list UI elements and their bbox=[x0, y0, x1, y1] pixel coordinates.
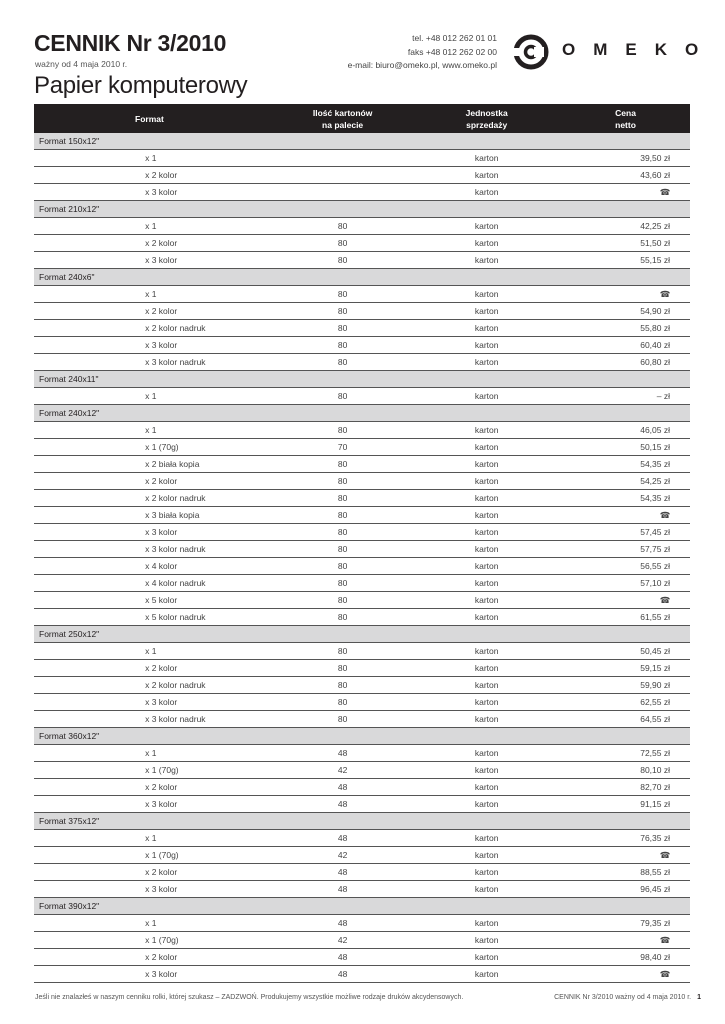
contact-fax: faks +48 012 262 02 00 bbox=[407, 46, 497, 57]
validity-date: ważny od 4 maja 2010 r. bbox=[35, 59, 128, 69]
format-group-row bbox=[34, 626, 690, 643]
table-row bbox=[34, 830, 690, 847]
table-row bbox=[34, 473, 690, 490]
row-description: x 2 kolor bbox=[145, 779, 273, 796]
row-price: 59,15 zł bbox=[561, 660, 690, 677]
row-pallet-qty: 42 bbox=[273, 847, 412, 864]
row-pallet-qty: 48 bbox=[273, 745, 412, 762]
table-row bbox=[34, 949, 690, 966]
row-pallet-qty: 80 bbox=[273, 388, 412, 405]
format-group-label: Format 240x11" bbox=[34, 371, 690, 388]
row-pallet-qty: 80 bbox=[273, 473, 412, 490]
row-description: x 3 kolor bbox=[145, 184, 273, 201]
row-description: x 2 kolor nadruk bbox=[145, 677, 273, 694]
row-sale-unit: karton bbox=[412, 694, 561, 711]
row-description: x 2 kolor bbox=[145, 235, 273, 252]
format-group-label: Format 250x12" bbox=[34, 626, 690, 643]
empty-cell bbox=[34, 932, 145, 949]
empty-cell bbox=[34, 643, 145, 660]
row-price: 82,70 zł bbox=[561, 779, 690, 796]
empty-cell bbox=[34, 337, 145, 354]
row-price: 64,55 zł bbox=[561, 711, 690, 728]
row-sale-unit: karton bbox=[412, 745, 561, 762]
row-price bbox=[561, 847, 690, 864]
table-row bbox=[34, 915, 690, 932]
row-price: 60,40 zł bbox=[561, 337, 690, 354]
table-row bbox=[34, 541, 690, 558]
empty-cell bbox=[34, 762, 145, 779]
row-price: 54,25 zł bbox=[561, 473, 690, 490]
table-row bbox=[34, 575, 690, 592]
document-title: CENNIK Nr 3/2010 bbox=[34, 30, 227, 56]
empty-cell bbox=[34, 473, 145, 490]
table-row bbox=[34, 286, 690, 303]
row-price bbox=[561, 184, 690, 201]
empty-cell bbox=[34, 167, 145, 184]
row-sale-unit: karton bbox=[412, 303, 561, 320]
row-pallet-qty: 80 bbox=[273, 507, 412, 524]
row-price: 79,35 zł bbox=[561, 915, 690, 932]
row-price: 43,60 zł bbox=[561, 167, 690, 184]
empty-cell bbox=[34, 456, 145, 473]
empty-cell bbox=[34, 966, 145, 983]
phone-icon: ☎ bbox=[659, 968, 671, 979]
row-sale-unit: karton bbox=[412, 966, 561, 983]
row-price: 57,45 zł bbox=[561, 524, 690, 541]
row-pallet-qty: 80 bbox=[273, 422, 412, 439]
row-pallet-qty bbox=[273, 167, 412, 184]
format-group-row bbox=[34, 728, 690, 745]
row-description: x 1 bbox=[145, 915, 273, 932]
row-price: 54,35 zł bbox=[561, 490, 690, 507]
format-group-row bbox=[34, 201, 690, 218]
column-header-price bbox=[561, 104, 690, 133]
row-price: 46,05 zł bbox=[561, 422, 690, 439]
format-group-label: Format 240x6" bbox=[34, 269, 690, 286]
row-sale-unit: karton bbox=[412, 864, 561, 881]
row-price: 72,55 zł bbox=[561, 745, 690, 762]
row-description: x 4 kolor bbox=[145, 558, 273, 575]
table-row bbox=[34, 524, 690, 541]
row-sale-unit: karton bbox=[412, 456, 561, 473]
row-sale-unit: karton bbox=[412, 660, 561, 677]
row-price: 56,55 zł bbox=[561, 558, 690, 575]
empty-cell bbox=[34, 507, 145, 524]
empty-cell bbox=[34, 677, 145, 694]
row-price: 42,25 zł bbox=[561, 218, 690, 235]
table-row bbox=[34, 694, 690, 711]
table-body bbox=[34, 133, 690, 983]
row-description: x 3 biała kopia bbox=[145, 507, 273, 524]
row-description: x 2 kolor bbox=[145, 864, 273, 881]
table-row bbox=[34, 456, 690, 473]
row-description: x 3 kolor bbox=[145, 337, 273, 354]
row-sale-unit: karton bbox=[412, 150, 561, 167]
row-sale-unit: karton bbox=[412, 779, 561, 796]
format-group-row bbox=[34, 898, 690, 915]
row-price: 91,15 zł bbox=[561, 796, 690, 813]
row-description: x 2 kolor nadruk bbox=[145, 490, 273, 507]
row-sale-unit: karton bbox=[412, 167, 561, 184]
phone-icon: ☎ bbox=[659, 509, 671, 520]
table-row bbox=[34, 150, 690, 167]
row-description: x 3 kolor nadruk bbox=[145, 541, 273, 558]
table-row bbox=[34, 320, 690, 337]
contact-block bbox=[348, 32, 497, 73]
row-sale-unit: karton bbox=[412, 575, 561, 592]
row-price: 54,35 zł bbox=[561, 456, 690, 473]
row-description: x 3 kolor bbox=[145, 252, 273, 269]
row-sale-unit: karton bbox=[412, 388, 561, 405]
empty-cell bbox=[34, 218, 145, 235]
row-pallet-qty: 80 bbox=[273, 218, 412, 235]
row-sale-unit: karton bbox=[412, 915, 561, 932]
row-sale-unit: karton bbox=[412, 337, 561, 354]
row-description: x 3 kolor bbox=[145, 796, 273, 813]
empty-cell bbox=[34, 354, 145, 371]
row-price bbox=[561, 507, 690, 524]
row-sale-unit: karton bbox=[412, 473, 561, 490]
table-row bbox=[34, 711, 690, 728]
row-description: x 5 kolor bbox=[145, 592, 273, 609]
empty-cell bbox=[34, 609, 145, 626]
empty-cell bbox=[34, 660, 145, 677]
format-group-row bbox=[34, 371, 690, 388]
row-pallet-qty: 80 bbox=[273, 609, 412, 626]
row-description: x 2 kolor bbox=[145, 660, 273, 677]
logo-mark-icon bbox=[512, 33, 552, 71]
row-sale-unit: karton bbox=[412, 422, 561, 439]
row-sale-unit: karton bbox=[412, 320, 561, 337]
row-price: 98,40 zł bbox=[561, 949, 690, 966]
row-sale-unit: karton bbox=[412, 507, 561, 524]
row-description: x 1 bbox=[145, 643, 273, 660]
row-pallet-qty: 80 bbox=[273, 235, 412, 252]
document-subtitle: Papier komputerowy bbox=[34, 72, 248, 99]
row-description: x 3 kolor nadruk bbox=[145, 711, 273, 728]
row-pallet-qty: 80 bbox=[273, 524, 412, 541]
column-header-qty-line1: Ilość kartonów bbox=[312, 107, 373, 118]
row-price: 39,50 zł bbox=[561, 150, 690, 167]
row-price: 61,55 zł bbox=[561, 609, 690, 626]
row-sale-unit: karton bbox=[412, 847, 561, 864]
empty-cell bbox=[34, 881, 145, 898]
table-row bbox=[34, 558, 690, 575]
table-row bbox=[34, 847, 690, 864]
column-header-unit-line1: Jednostka bbox=[465, 107, 508, 118]
empty-cell bbox=[34, 388, 145, 405]
row-description: x 1 bbox=[145, 745, 273, 762]
empty-cell bbox=[34, 252, 145, 269]
row-sale-unit: karton bbox=[412, 218, 561, 235]
table-row bbox=[34, 966, 690, 983]
row-sale-unit: karton bbox=[412, 354, 561, 371]
row-price bbox=[561, 592, 690, 609]
row-description: x 3 kolor bbox=[145, 524, 273, 541]
row-price: 80,10 zł bbox=[561, 762, 690, 779]
table-row bbox=[34, 660, 690, 677]
row-description: x 2 kolor bbox=[145, 303, 273, 320]
table-row bbox=[34, 252, 690, 269]
format-group-row bbox=[34, 269, 690, 286]
row-description: x 2 kolor bbox=[145, 473, 273, 490]
row-pallet-qty: 80 bbox=[273, 677, 412, 694]
contact-email-web: e-mail: biuro@omeko.pl, www.omeko.pl bbox=[347, 60, 497, 70]
row-price: – zł bbox=[561, 388, 690, 405]
phone-icon: ☎ bbox=[659, 934, 671, 945]
row-price bbox=[561, 286, 690, 303]
table-row bbox=[34, 439, 690, 456]
row-pallet-qty: 80 bbox=[273, 660, 412, 677]
row-pallet-qty: 80 bbox=[273, 252, 412, 269]
row-pallet-qty: 80 bbox=[273, 303, 412, 320]
row-pallet-qty: 80 bbox=[273, 592, 412, 609]
row-description: x 3 kolor nadruk bbox=[145, 354, 273, 371]
row-price: 76,35 zł bbox=[561, 830, 690, 847]
footer-note: Jeśli nie znalazłeś w naszym cenniku rolki, której szukasz – ZADZWOŃ. Produkujemy wszystkie możliwe rodzaje druków akcydensowych. bbox=[35, 994, 464, 1001]
format-group-row bbox=[34, 813, 690, 830]
table-row bbox=[34, 388, 690, 405]
empty-cell bbox=[34, 830, 145, 847]
empty-cell bbox=[34, 796, 145, 813]
row-price: 50,15 zł bbox=[561, 439, 690, 456]
empty-cell bbox=[34, 303, 145, 320]
row-description: x 4 kolor nadruk bbox=[145, 575, 273, 592]
row-price bbox=[561, 932, 690, 949]
row-sale-unit: karton bbox=[412, 252, 561, 269]
empty-cell bbox=[34, 949, 145, 966]
row-description: x 1 bbox=[145, 388, 273, 405]
phone-icon: ☎ bbox=[659, 288, 671, 299]
table-row bbox=[34, 677, 690, 694]
row-description: x 2 biała kopia bbox=[145, 456, 273, 473]
table-row bbox=[34, 167, 690, 184]
row-description: x 3 kolor bbox=[145, 966, 273, 983]
format-group-label: Format 360x12" bbox=[34, 728, 690, 745]
row-description: x 1 (70g) bbox=[145, 762, 273, 779]
row-sale-unit: karton bbox=[412, 524, 561, 541]
empty-cell bbox=[34, 524, 145, 541]
row-pallet-qty: 80 bbox=[273, 490, 412, 507]
row-description: x 5 kolor nadruk bbox=[145, 609, 273, 626]
row-pallet-qty: 48 bbox=[273, 949, 412, 966]
table-row bbox=[34, 745, 690, 762]
row-price: 62,55 zł bbox=[561, 694, 690, 711]
table-row bbox=[34, 184, 690, 201]
row-pallet-qty: 80 bbox=[273, 541, 412, 558]
table-row bbox=[34, 762, 690, 779]
row-sale-unit: karton bbox=[412, 609, 561, 626]
empty-cell bbox=[34, 541, 145, 558]
row-pallet-qty: 80 bbox=[273, 354, 412, 371]
format-group-label: Format 150x12" bbox=[34, 133, 690, 150]
row-price: 51,50 zł bbox=[561, 235, 690, 252]
empty-cell bbox=[34, 439, 145, 456]
empty-cell bbox=[34, 558, 145, 575]
empty-cell bbox=[34, 490, 145, 507]
row-pallet-qty: 42 bbox=[273, 762, 412, 779]
row-description: x 3 kolor bbox=[145, 881, 273, 898]
row-pallet-qty: 48 bbox=[273, 830, 412, 847]
table-row bbox=[34, 422, 690, 439]
table-row bbox=[34, 507, 690, 524]
table-row bbox=[34, 796, 690, 813]
column-header-unit bbox=[412, 104, 561, 133]
row-description: x 1 (70g) bbox=[145, 439, 273, 456]
footer-edition-text: CENNIK Nr 3/2010 ważny od 4 maja 2010 r. bbox=[554, 994, 692, 1001]
phone-icon: ☎ bbox=[659, 594, 671, 605]
row-price: 88,55 zł bbox=[561, 864, 690, 881]
column-header-price-line1: Cena bbox=[615, 107, 636, 118]
row-price: 60,80 zł bbox=[561, 354, 690, 371]
table-row bbox=[34, 337, 690, 354]
row-pallet-qty bbox=[273, 184, 412, 201]
row-pallet-qty: 48 bbox=[273, 779, 412, 796]
row-description: x 2 kolor bbox=[145, 167, 273, 184]
row-pallet-qty: 80 bbox=[273, 575, 412, 592]
row-sale-unit: karton bbox=[412, 881, 561, 898]
empty-cell bbox=[34, 592, 145, 609]
row-sale-unit: karton bbox=[412, 711, 561, 728]
row-price: 59,90 zł bbox=[561, 677, 690, 694]
contact-phone: tel. +48 012 262 01 01 bbox=[412, 33, 497, 43]
row-sale-unit: karton bbox=[412, 558, 561, 575]
empty-cell bbox=[34, 915, 145, 932]
row-pallet-qty: 48 bbox=[273, 966, 412, 983]
column-header-qty-line2: na palecie bbox=[322, 119, 364, 130]
row-pallet-qty: 80 bbox=[273, 558, 412, 575]
row-sale-unit: karton bbox=[412, 235, 561, 252]
row-pallet-qty: 48 bbox=[273, 864, 412, 881]
format-group-label: Format 390x12" bbox=[34, 898, 690, 915]
row-description: x 1 bbox=[145, 218, 273, 235]
row-price: 55,80 zł bbox=[561, 320, 690, 337]
empty-cell bbox=[34, 694, 145, 711]
format-group-label: Format 375x12" bbox=[34, 813, 690, 830]
empty-cell bbox=[34, 779, 145, 796]
row-description: x 1 bbox=[145, 150, 273, 167]
table-row bbox=[34, 643, 690, 660]
format-group-row bbox=[34, 133, 690, 150]
row-sale-unit: karton bbox=[412, 932, 561, 949]
empty-cell bbox=[34, 745, 145, 762]
format-group-label: Format 240x12" bbox=[34, 405, 690, 422]
row-price: 57,10 zł bbox=[561, 575, 690, 592]
row-price: 55,15 zł bbox=[561, 252, 690, 269]
table-row bbox=[34, 235, 690, 252]
row-pallet-qty: 80 bbox=[273, 286, 412, 303]
column-header-format-label: Format bbox=[135, 113, 164, 124]
row-price: 96,45 zł bbox=[561, 881, 690, 898]
row-price: 50,45 zł bbox=[561, 643, 690, 660]
empty-cell bbox=[34, 422, 145, 439]
row-description: x 1 (70g) bbox=[145, 932, 273, 949]
row-sale-unit: karton bbox=[412, 643, 561, 660]
format-group-row bbox=[34, 405, 690, 422]
format-group-label: Format 210x12" bbox=[34, 201, 690, 218]
column-header-qty bbox=[273, 104, 412, 133]
empty-cell bbox=[34, 286, 145, 303]
table-row bbox=[34, 592, 690, 609]
empty-cell bbox=[34, 320, 145, 337]
row-description: x 1 (70g) bbox=[145, 847, 273, 864]
row-sale-unit: karton bbox=[412, 490, 561, 507]
row-description: x 1 bbox=[145, 286, 273, 303]
empty-cell bbox=[34, 575, 145, 592]
footer-edition bbox=[554, 994, 701, 1001]
row-pallet-qty: 48 bbox=[273, 915, 412, 932]
table-header-row bbox=[34, 104, 690, 133]
row-description: x 2 kolor nadruk bbox=[145, 320, 273, 337]
row-sale-unit: karton bbox=[412, 286, 561, 303]
row-price bbox=[561, 966, 690, 983]
row-sale-unit: karton bbox=[412, 439, 561, 456]
row-sale-unit: karton bbox=[412, 184, 561, 201]
table-row bbox=[34, 218, 690, 235]
row-description: x 3 kolor bbox=[145, 694, 273, 711]
row-description: x 2 kolor bbox=[145, 949, 273, 966]
table-row bbox=[34, 490, 690, 507]
empty-cell bbox=[34, 864, 145, 881]
row-pallet-qty: 48 bbox=[273, 796, 412, 813]
row-description: x 1 bbox=[145, 830, 273, 847]
row-pallet-qty: 80 bbox=[273, 694, 412, 711]
row-sale-unit: karton bbox=[412, 592, 561, 609]
table-row bbox=[34, 779, 690, 796]
row-pallet-qty: 42 bbox=[273, 932, 412, 949]
price-table bbox=[34, 104, 690, 983]
row-sale-unit: karton bbox=[412, 796, 561, 813]
phone-icon: ☎ bbox=[659, 186, 671, 197]
table-row bbox=[34, 303, 690, 320]
omeko-logo bbox=[512, 33, 717, 71]
phone-icon: ☎ bbox=[659, 849, 671, 860]
row-price: 54,90 zł bbox=[561, 303, 690, 320]
logo-wordmark: OMEKO bbox=[562, 40, 717, 59]
empty-cell bbox=[34, 235, 145, 252]
column-header-unit-line2: sprzedaży bbox=[466, 119, 508, 130]
page-number: 1 bbox=[697, 994, 701, 1001]
table-row bbox=[34, 354, 690, 371]
table-row bbox=[34, 864, 690, 881]
row-description: x 1 bbox=[145, 422, 273, 439]
column-header-price-line2: netto bbox=[615, 119, 636, 130]
table-row bbox=[34, 609, 690, 626]
table-row bbox=[34, 881, 690, 898]
row-pallet-qty: 80 bbox=[273, 337, 412, 354]
row-pallet-qty: 80 bbox=[273, 456, 412, 473]
row-sale-unit: karton bbox=[412, 677, 561, 694]
row-sale-unit: karton bbox=[412, 762, 561, 779]
empty-cell bbox=[34, 150, 145, 167]
row-sale-unit: karton bbox=[412, 830, 561, 847]
table-row bbox=[34, 932, 690, 949]
empty-cell bbox=[34, 847, 145, 864]
row-pallet-qty bbox=[273, 150, 412, 167]
row-pallet-qty: 48 bbox=[273, 881, 412, 898]
row-pallet-qty: 80 bbox=[273, 643, 412, 660]
column-header-format bbox=[34, 104, 273, 133]
row-pallet-qty: 80 bbox=[273, 711, 412, 728]
empty-cell bbox=[34, 184, 145, 201]
empty-cell bbox=[34, 711, 145, 728]
row-pallet-qty: 80 bbox=[273, 320, 412, 337]
row-sale-unit: karton bbox=[412, 949, 561, 966]
row-price: 57,75 zł bbox=[561, 541, 690, 558]
row-sale-unit: karton bbox=[412, 541, 561, 558]
row-pallet-qty: 70 bbox=[273, 439, 412, 456]
